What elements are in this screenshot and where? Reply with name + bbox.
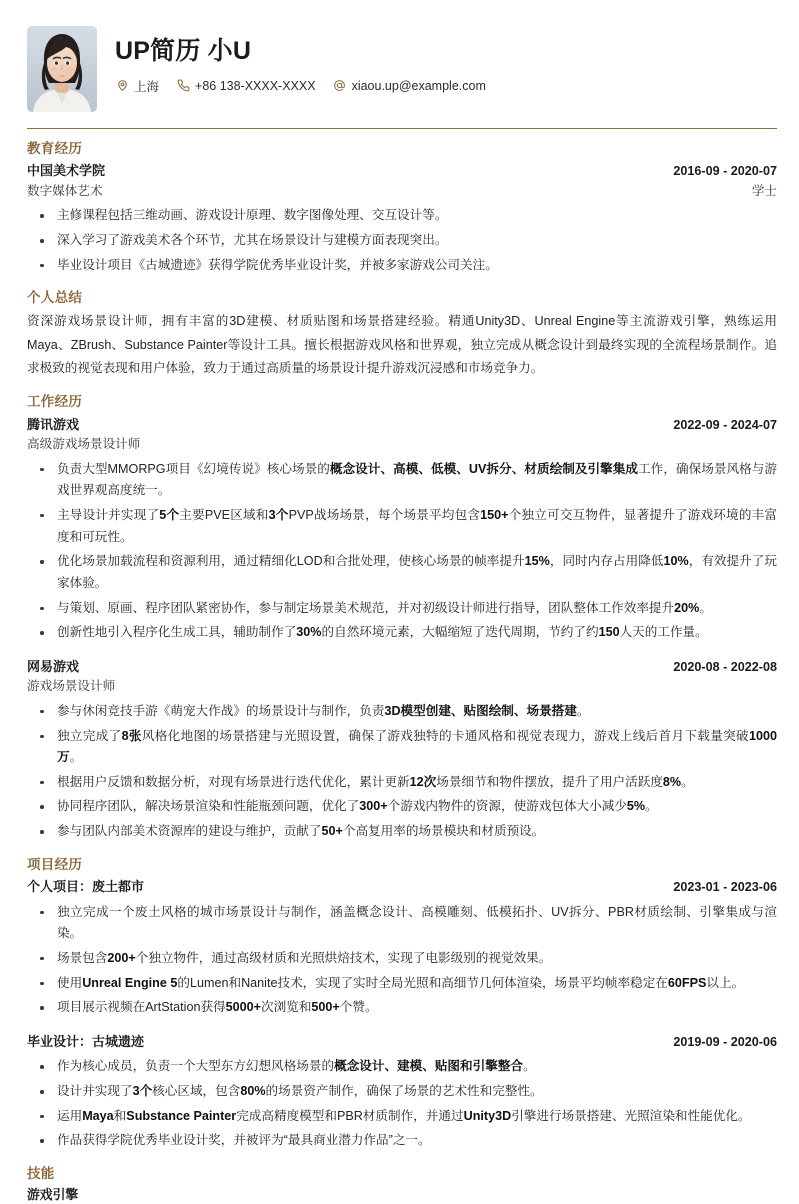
list-item: 使用Unreal Engine 5的Lumen和Nanite技术，实现了实时全局光照和高细节几何体渲染，场景平均帧率稳定在60FPS以上。 [27, 973, 777, 995]
education-entry-top [27, 161, 777, 182]
list-item: 运用Maya和Substance Painter完成高精度模型和PBR材质制作，并通过Unity3D引擎进行场景搭建、光照渲染和性能优化。 [27, 1106, 777, 1128]
list-item: 参与团队内部美术资源库的建设与维护，贡献了50+个高复用率的场景模块和材质预设。 [27, 821, 777, 843]
list-item: 创新性地引入程序化生成工具，辅助制作了30%的自然环境元素，大幅缩短了迭代周期，节约了约150人天的工作量。 [27, 622, 777, 644]
avatar [27, 26, 97, 112]
section-education [27, 140, 777, 276]
summary-paragraph: 资深游戏场景设计师，拥有丰富的3D建模、材质贴图和场景搭建经验。精通Unity3D、Unreal Engine等主流游戏引擎，熟练运用Maya、ZBrush、Substance Painter等设计工具。擅长根据游戏风格和世界观，独立完成从概念设计到最终实现的全流程场景制作。追求极致的视觉表现和用户体验，致力于通过高质量的场景设计提升游戏沉浸感和市场竞争力。 [27, 314, 777, 376]
list-item: 负责大型MMORPG项目《幻境传说》核心场景的概念设计、高模、低模、UV拆分、材质绘制及引擎集成工作，确保场景风格与游戏世界观高度统一。 [27, 459, 777, 502]
project-bullets [27, 1056, 777, 1152]
list-item: 独立完成了8张风格化地图的场景搭建与光照设置，确保了游戏独特的卡通风格和视觉表现力，游戏上线后首月下载量突破1000万。 [27, 726, 777, 769]
work-entry-top [27, 415, 777, 436]
contact-email[interactable] [333, 79, 486, 93]
project-name: 毕业设计：古城遗迹 [27, 1033, 145, 1049]
project-entry [27, 1032, 777, 1152]
list-item: 设计并实现了3个核心区域，包含80%的场景资产制作，确保了场景的艺术性和完整性。 [27, 1081, 777, 1103]
list-item: 毕业设计项目《古城遗迹》获得学院优秀毕业设计奖，并被多家游戏公司关注。 [27, 255, 777, 277]
project-bullets [27, 902, 777, 1019]
page-title: UP简历 小U [115, 37, 252, 65]
work-entry-sub [27, 435, 777, 455]
section-title-projects: 项目经历 [27, 856, 83, 872]
contact-row [115, 77, 777, 95]
project-entry [27, 877, 777, 1019]
degree-label: 学士 [751, 183, 777, 198]
section-title-work: 工作经历 [27, 394, 83, 410]
header-divider [27, 128, 777, 129]
education-bullets [27, 205, 777, 276]
resume-header [27, 26, 777, 126]
list-item: 作品获得学院优秀毕业设计奖，并被评为“最具商业潜力作品”之一。 [27, 1130, 777, 1152]
job-title: 高级游戏场景设计师 [27, 437, 141, 452]
list-item: 与策划、原画、程序团队紧密协作，参与制定场景美术规范，并对初级设计师进行指导，团队整体工作效率提升20%。 [27, 598, 777, 620]
work-bullets [27, 459, 777, 644]
work-bullets [27, 701, 777, 843]
education-entry [27, 161, 777, 276]
section-work [27, 393, 777, 842]
project-dates: 2019-09 - 2020-06 [673, 1034, 777, 1049]
portrait-photo-icon [27, 26, 97, 112]
list-item: 深入学习了游戏美术各个环节，尤其在场景设计与建模方面表现突出。 [27, 230, 777, 252]
job-title: 游戏场景设计师 [27, 679, 116, 694]
list-item: 独立完成一个废土风格的城市场景设计与制作，涵盖概念设计、高模雕刻、低模拓扑、UV拆分、PBR材质绘制、引擎集成与渲染。 [27, 902, 777, 945]
list-item: 主修课程包括三维动画、游戏设计原理、数字图像处理、交互设计等。 [27, 205, 777, 227]
project-entry-top [27, 1032, 777, 1053]
contact-location[interactable] [115, 77, 159, 95]
email-at-icon [333, 79, 347, 93]
work-entry-sub [27, 677, 777, 697]
contact-phone[interactable] [176, 79, 316, 93]
section-title-summary: 个人总结 [27, 290, 83, 306]
section-summary [27, 289, 777, 380]
company-name: 腾讯游戏 [27, 416, 80, 432]
section-title-skills: 技能 [27, 1165, 55, 1181]
section-skills [27, 1165, 777, 1204]
project-name: 个人项目：废土都市 [27, 879, 145, 895]
phone-icon [176, 79, 190, 93]
list-item: 场景包含200+个独立物件，通过高级材质和光照烘焙技术，实现了电影级别的视觉效果。 [27, 948, 777, 970]
major-name: 数字媒体艺术 [27, 183, 103, 198]
list-item: 优化场景加载流程和资源利用，通过精细化LOD和合批处理，使核心场景的帧率提升15%，同时内存占用降低10%，有效提升了玩家体验。 [27, 551, 777, 594]
list-item: 项目展示视频在ArtStation获得5000+次浏览和500+个赞。 [27, 997, 777, 1019]
list-item: 作为核心成员，负责一个大型东方幻想风格场景的概念设计、建模、贴图和引擎整合。 [27, 1056, 777, 1078]
education-entry-sub [27, 182, 777, 202]
work-entry [27, 657, 777, 843]
list-item: 参与休闲竞技手游《萌宠大作战》的场景设计与制作，负责3D模型创建、贴图绘制、场景搭建。 [27, 701, 777, 723]
section-projects [27, 856, 777, 1152]
project-entry-top [27, 877, 777, 898]
work-entry-top [27, 657, 777, 678]
project-dates: 2023-01 - 2023-06 [673, 880, 777, 895]
work-entry [27, 415, 777, 644]
skill-group-title: 游戏引擎 [27, 1187, 79, 1203]
contact-email-text: xiaou.up@example.com [351, 78, 486, 93]
work-dates: 2022-09 - 2024-07 [673, 417, 777, 432]
list-item: 主导设计并实现了5个主要PVE区域和3个PVP战场场景，每个场景平均包含150+个独立可交互物件，显著提升了游戏环境的丰富度和可玩性。 [27, 505, 777, 548]
contact-location-text: 上海 [134, 79, 160, 94]
school-name: 中国美术学院 [27, 163, 106, 179]
company-name: 网易游戏 [27, 658, 80, 674]
identity-block [115, 26, 777, 95]
location-pin-icon [115, 79, 129, 93]
list-item: 根据用户反馈和数据分析，对现有场景进行迭代优化，累计更新12次场景细节和物件摆放，提升了用户活跃度8%。 [27, 772, 777, 794]
education-dates: 2016-09 - 2020-07 [673, 164, 777, 179]
contact-phone-text: +86 138-XXXX-XXXX [195, 78, 316, 93]
work-dates: 2020-08 - 2022-08 [673, 659, 777, 674]
section-title-education: 教育经历 [27, 141, 83, 156]
list-item: 协同程序团队，解决场景渲染和性能瓶颈问题，优化了300+个游戏内物件的资源，使游戏包体大小减少5%。 [27, 796, 777, 818]
